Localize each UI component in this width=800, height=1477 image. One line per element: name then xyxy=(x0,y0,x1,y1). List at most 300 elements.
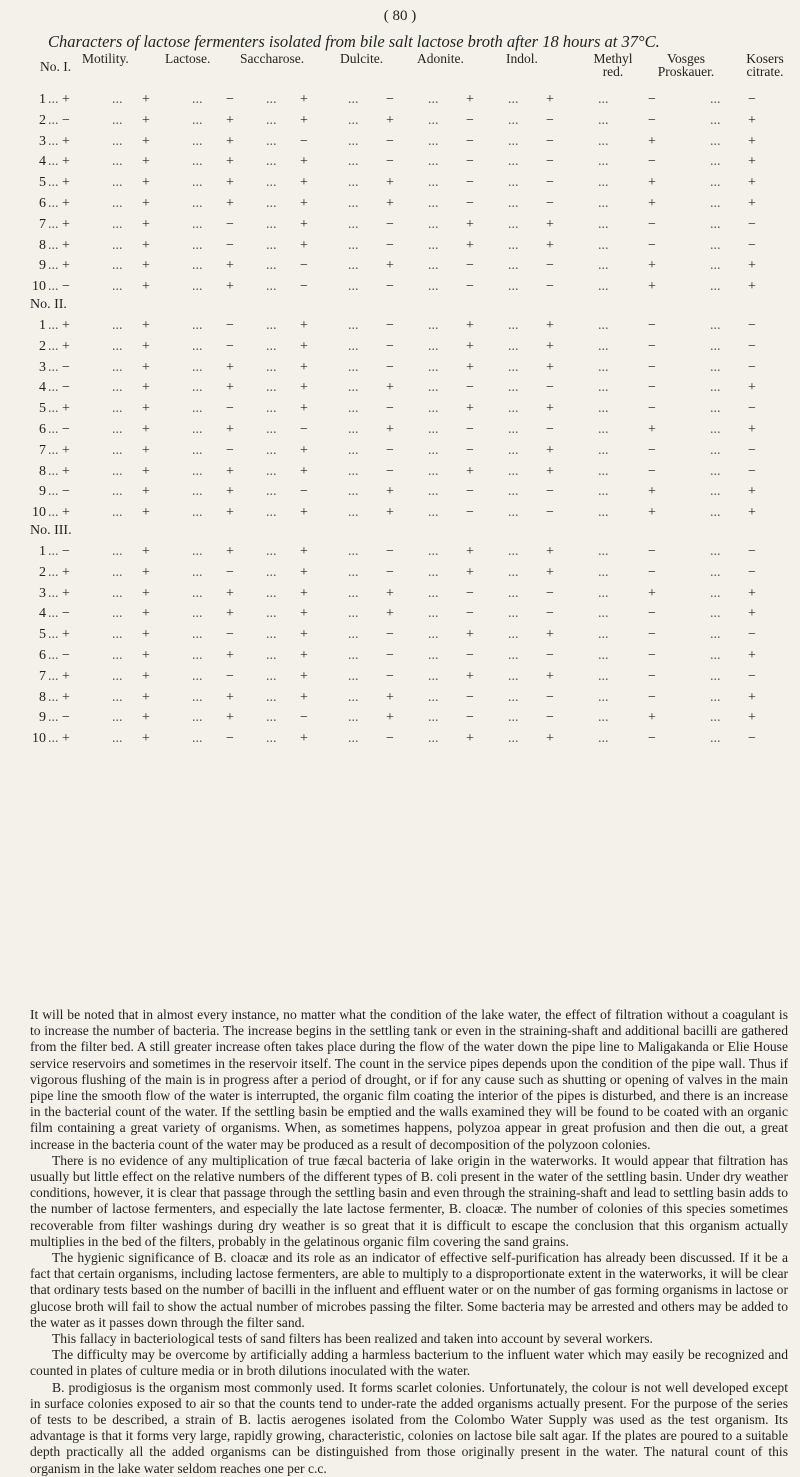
table-cell: − xyxy=(226,668,234,684)
table-cell: − xyxy=(386,627,394,643)
table-cell: + xyxy=(62,463,70,479)
paragraph: This fallacy in bacteriological tests of sand filters has been realized and taken into account by several workers. xyxy=(52,1331,653,1347)
table-cell: − xyxy=(386,216,394,232)
table-cell: − xyxy=(748,731,756,747)
table-row xyxy=(30,279,790,295)
dot-leader: ... xyxy=(710,154,721,170)
table-row xyxy=(30,565,790,581)
table-cell: + xyxy=(300,380,308,396)
table-cell: + xyxy=(386,710,394,726)
dot-leader: ... xyxy=(508,731,519,747)
table-cell: − xyxy=(546,648,554,663)
dot-leader: ... xyxy=(266,338,277,354)
dot-leader: ... xyxy=(348,544,359,559)
table-cell: − xyxy=(546,689,554,705)
dot-leader: ... xyxy=(192,505,203,521)
table-row xyxy=(30,648,790,664)
table-cell: + xyxy=(142,338,150,354)
table-cell: + xyxy=(142,112,150,128)
dot-leader: ... xyxy=(598,154,609,170)
paragraph: It will be noted that in almost every instance, no matter what the condition of the lake water, the effect of filtration without a coagulant is to increase the number of bacteria. The increase begins in the settling tank or even in the straining-shaft and additional bacilli are gathered from the filter bed. A still greater increase often takes place during the flow of the water down the pipe line to Maligakanda or Elie House service reservoirs and sometimes in the reservoir itself. The count in the service pipes depends upon the condition of the pipe wall. Thus if vigorous flushing of the main is in progress after a period of drought, or if for any cause such as shutting or opening of valves in the main pipe line the smooth flow of the water is interrupted, the organic film coating the interior of the pipes is disturbed, and there is an increase in the bacterial count of the water. If the settling basin be emptied and the walls examined they will be found to be coated with an organic film containing a great variety of organisms. When, as sometimes happens, polyzoa appear in great profusion and then die out, a great increase in the bacteria count of the water may be produced as a result of decomposition of the polyzoon colonies. xyxy=(30,1007,788,1152)
row-number: 1 xyxy=(39,544,46,559)
table-cell: + xyxy=(748,175,756,191)
table-cell: − xyxy=(466,154,474,170)
dot-leader: ... xyxy=(428,92,439,107)
table-cell: + xyxy=(386,175,394,191)
table-cell: − xyxy=(648,154,656,170)
dot-leader: ... xyxy=(192,359,203,375)
table-cell: + xyxy=(748,258,756,274)
table-cell: + xyxy=(142,237,150,253)
dot-leader: ... xyxy=(428,380,439,396)
dot-leader: ... xyxy=(192,258,203,274)
dot-leader: ... xyxy=(710,112,721,128)
table-row xyxy=(30,606,790,622)
dot-leader: ... xyxy=(710,564,721,580)
dot-leader: ... xyxy=(112,544,123,559)
dot-leader: ... xyxy=(710,196,721,211)
table-cell: + xyxy=(748,710,756,726)
table-cell: + xyxy=(142,380,150,396)
table-cell: + xyxy=(226,422,234,437)
dot-leader: ... xyxy=(48,175,59,191)
dot-leader: ... xyxy=(428,585,439,601)
table-cell: + xyxy=(466,92,474,107)
table-cell: − xyxy=(748,359,756,375)
dot-leader: ... xyxy=(48,154,59,170)
dot-leader: ... xyxy=(112,606,123,622)
table-cell: + xyxy=(748,585,756,601)
table-cell: + xyxy=(386,585,394,601)
table-cell: + xyxy=(466,338,474,354)
dot-leader: ... xyxy=(112,585,123,601)
dot-leader: ... xyxy=(598,112,609,128)
table-cell: − xyxy=(546,258,554,274)
table-row xyxy=(30,443,790,459)
table-cell: + xyxy=(300,237,308,253)
dot-leader: ... xyxy=(112,648,123,663)
dot-leader: ... xyxy=(428,463,439,479)
dot-leader: ... xyxy=(348,359,359,375)
dot-leader: ... xyxy=(508,258,519,274)
table-cell: + xyxy=(300,154,308,170)
table-cell: + xyxy=(300,689,308,705)
dot-leader: ... xyxy=(266,627,277,643)
table-cell: − xyxy=(226,401,234,417)
table-row xyxy=(30,238,790,254)
dot-leader: ... xyxy=(348,731,359,747)
dot-leader: ... xyxy=(710,380,721,396)
table-cell: − xyxy=(546,505,554,521)
dot-leader: ... xyxy=(266,112,277,128)
table-cell: − xyxy=(386,648,394,663)
table-row xyxy=(30,401,790,417)
table-cell: − xyxy=(386,279,394,295)
table-cell: − xyxy=(748,401,756,417)
table-cell: − xyxy=(648,689,656,705)
dot-leader: ... xyxy=(266,710,277,726)
dot-leader: ... xyxy=(112,731,123,747)
table-row xyxy=(30,318,790,334)
dot-leader: ... xyxy=(48,627,59,643)
dot-leader: ... xyxy=(428,401,439,417)
table-cell: + xyxy=(300,359,308,375)
row-number: 3 xyxy=(39,359,46,375)
table-row xyxy=(30,544,790,560)
table-cell: + xyxy=(386,258,394,274)
table-cell: + xyxy=(62,731,70,747)
table-cell: − xyxy=(300,710,308,726)
dot-leader: ... xyxy=(598,175,609,191)
table-row xyxy=(30,380,790,396)
dot-leader: ... xyxy=(710,258,721,274)
table-cell: + xyxy=(748,112,756,128)
row-number: 5 xyxy=(39,627,46,643)
table-cell: + xyxy=(648,505,656,521)
table-cell: − xyxy=(648,112,656,128)
row-number: 2 xyxy=(39,112,46,128)
dot-leader: ... xyxy=(112,338,123,354)
dot-leader: ... xyxy=(598,318,609,333)
table-cell: + xyxy=(142,359,150,375)
table-cell: + xyxy=(748,422,756,437)
table-cell: + xyxy=(386,484,394,500)
dot-leader: ... xyxy=(192,606,203,622)
table-cell: + xyxy=(386,689,394,705)
table-cell: − xyxy=(466,196,474,211)
table-cell: + xyxy=(142,92,150,107)
dot-leader: ... xyxy=(598,627,609,643)
table-cell: − xyxy=(386,92,394,107)
row-number: 7 xyxy=(39,216,46,232)
table-cell: + xyxy=(226,154,234,170)
dot-leader: ... xyxy=(598,237,609,253)
table-row xyxy=(30,710,790,726)
dot-leader: ... xyxy=(508,442,519,458)
table-cell: − xyxy=(466,380,474,396)
dot-leader: ... xyxy=(266,731,277,747)
dot-leader: ... xyxy=(266,648,277,663)
table-cell: + xyxy=(226,359,234,375)
table-cell: + xyxy=(142,689,150,705)
table-cell: + xyxy=(300,585,308,601)
table-cell: + xyxy=(226,175,234,191)
dot-leader: ... xyxy=(348,196,359,211)
dot-leader: ... xyxy=(598,585,609,601)
dot-leader: ... xyxy=(598,258,609,274)
table-cell: − xyxy=(748,237,756,253)
table-cell: + xyxy=(546,544,554,559)
table-cell: + xyxy=(466,359,474,375)
table-cell: + xyxy=(226,689,234,705)
dot-leader: ... xyxy=(598,648,609,663)
table-cell: − xyxy=(386,133,394,149)
table-cell: + xyxy=(386,112,394,128)
table-cell: − xyxy=(648,318,656,333)
dot-leader: ... xyxy=(428,422,439,437)
row-number: 10 xyxy=(32,731,46,747)
dot-leader: ... xyxy=(192,585,203,601)
dot-leader: ... xyxy=(508,422,519,437)
table-cell: + xyxy=(386,196,394,211)
dot-leader: ... xyxy=(508,133,519,149)
table-cell: − xyxy=(386,401,394,417)
dot-leader: ... xyxy=(710,731,721,747)
dot-leader: ... xyxy=(112,216,123,232)
table-cell: − xyxy=(226,627,234,643)
table-cell: + xyxy=(546,401,554,417)
table-cell: − xyxy=(386,154,394,170)
table-cell: − xyxy=(748,564,756,580)
dot-leader: ... xyxy=(710,133,721,149)
dot-leader: ... xyxy=(48,196,59,211)
dot-leader: ... xyxy=(348,710,359,726)
table-cell: + xyxy=(300,318,308,333)
row-number: 1 xyxy=(39,92,46,107)
table-cell: − xyxy=(748,668,756,684)
dot-leader: ... xyxy=(428,710,439,726)
dot-leader: ... xyxy=(710,668,721,684)
dot-leader: ... xyxy=(428,338,439,354)
table-cell: − xyxy=(466,279,474,295)
dot-leader: ... xyxy=(508,92,519,107)
dot-leader: ... xyxy=(112,154,123,170)
table-cell: − xyxy=(748,92,756,107)
dot-leader: ... xyxy=(348,133,359,149)
dot-leader: ... xyxy=(598,196,609,211)
dot-leader: ... xyxy=(348,422,359,437)
table-cell: − xyxy=(648,359,656,375)
dot-leader: ... xyxy=(348,279,359,295)
dot-leader: ... xyxy=(112,710,123,726)
dot-leader: ... xyxy=(598,401,609,417)
dot-leader: ... xyxy=(598,359,609,375)
row-number: 1 xyxy=(39,318,46,333)
table-cell: − xyxy=(386,463,394,479)
col-header-no: No. I. xyxy=(40,59,72,74)
table-cell: − xyxy=(62,279,70,295)
dot-leader: ... xyxy=(598,92,609,107)
table-cell: + xyxy=(300,544,308,559)
dot-leader: ... xyxy=(192,648,203,663)
table-cell: − xyxy=(62,606,70,622)
dot-leader: ... xyxy=(598,606,609,622)
dot-leader: ... xyxy=(48,279,59,295)
table-cell: + xyxy=(62,338,70,354)
dot-leader: ... xyxy=(266,154,277,170)
dot-leader: ... xyxy=(48,668,59,684)
table-cell: − xyxy=(648,564,656,580)
table-cell: − xyxy=(300,133,308,149)
dot-leader: ... xyxy=(428,505,439,521)
dot-leader: ... xyxy=(710,92,721,107)
table-cell: − xyxy=(648,338,656,354)
table-cell: + xyxy=(386,606,394,622)
dot-leader: ... xyxy=(112,484,123,500)
row-number: 6 xyxy=(39,648,46,663)
dot-leader: ... xyxy=(266,484,277,500)
table-cell: − xyxy=(62,710,70,726)
dot-leader: ... xyxy=(266,606,277,622)
table-row xyxy=(30,731,790,747)
dot-leader: ... xyxy=(428,606,439,622)
dot-leader: ... xyxy=(112,175,123,191)
dot-leader: ... xyxy=(266,237,277,253)
dot-leader: ... xyxy=(192,338,203,354)
table-row xyxy=(30,258,790,274)
table-cell: + xyxy=(300,731,308,747)
dot-leader: ... xyxy=(710,401,721,417)
table-cell: + xyxy=(142,627,150,643)
col-header-lactose: Lactose. xyxy=(165,51,211,66)
table-cell: − xyxy=(648,401,656,417)
dot-leader: ... xyxy=(428,564,439,580)
table-cell: − xyxy=(386,668,394,684)
dot-leader: ... xyxy=(710,606,721,622)
table-cell: + xyxy=(300,112,308,128)
table-cell: + xyxy=(62,689,70,705)
dot-leader: ... xyxy=(508,648,519,663)
table-cell: + xyxy=(648,484,656,500)
group-label: No. II. xyxy=(30,297,67,312)
dot-leader: ... xyxy=(508,196,519,211)
table-cell: + xyxy=(142,668,150,684)
dot-leader: ... xyxy=(710,318,721,333)
dot-leader: ... xyxy=(48,338,59,354)
row-number: 4 xyxy=(39,154,46,170)
dot-leader: ... xyxy=(508,585,519,601)
dot-leader: ... xyxy=(348,564,359,580)
dot-leader: ... xyxy=(266,422,277,437)
dot-leader: ... xyxy=(598,442,609,458)
table-cell: − xyxy=(62,380,70,396)
table-cell: + xyxy=(142,401,150,417)
table-cell: − xyxy=(648,544,656,559)
table-row xyxy=(30,360,790,376)
col-header-motility: Motility. xyxy=(82,51,129,66)
dot-leader: ... xyxy=(266,92,277,107)
dot-leader: ... xyxy=(48,710,59,726)
table-row xyxy=(30,196,790,212)
paragraph: There is no evidence of any multiplication of true fæcal bacteria of lake origin in the waterworks. It would appear that filtration has usually but little effect on the relative numbers of the different types of B. coli present in the water of the settling basin. Under dry weather conditions, however, it is clear that passage through the settling basin and even through the straining-shaft and lead to settling basin adds to the number of lactose fermenters, and especially the late lactose fermenter, B. cloacæ. The number of colonies of this species sometimes recoverable from filter washings during dry weather is so great that it is difficult to escape the conclusion that this organism actually multiplies in the bed of the filters, probably in the gelatinous organic film covering the sand grains. xyxy=(30,1152,788,1249)
table-cell: + xyxy=(62,585,70,601)
dot-leader: ... xyxy=(710,689,721,705)
dot-leader: ... xyxy=(710,505,721,521)
table-cell: − xyxy=(226,338,234,354)
table-cell: − xyxy=(226,216,234,232)
table-cell: − xyxy=(466,606,474,622)
table-cell: − xyxy=(546,196,554,211)
dot-leader: ... xyxy=(112,564,123,580)
table-cell: − xyxy=(648,668,656,684)
row-number: 2 xyxy=(39,338,46,354)
dot-leader: ... xyxy=(266,258,277,274)
dot-leader: ... xyxy=(598,133,609,149)
row-number: 6 xyxy=(39,196,46,211)
dot-leader: ... xyxy=(48,380,59,396)
page-number: ( 80 ) xyxy=(383,8,417,24)
table-cell: + xyxy=(466,668,474,684)
row-number: 9 xyxy=(39,710,46,726)
table-cell: + xyxy=(142,544,150,559)
row-number: 4 xyxy=(39,606,46,622)
table-row xyxy=(30,484,790,500)
table-cell: − xyxy=(386,442,394,458)
dot-leader: ... xyxy=(192,318,203,333)
dot-leader: ... xyxy=(112,505,123,521)
col-header-saccharose: Saccharose. xyxy=(240,51,305,66)
table-cell: − xyxy=(648,648,656,663)
row-number: 7 xyxy=(39,668,46,684)
table-cell: + xyxy=(226,463,234,479)
dot-leader: ... xyxy=(266,463,277,479)
dot-leader: ... xyxy=(48,442,59,458)
table-row xyxy=(30,217,790,233)
dot-leader: ... xyxy=(348,237,359,253)
col-header-vosges-proskauer: Vosges Proskauer. xyxy=(657,51,715,79)
dot-leader: ... xyxy=(428,689,439,705)
table-cell: + xyxy=(546,237,554,253)
table-cell: + xyxy=(142,463,150,479)
dot-leader: ... xyxy=(348,318,359,333)
table-cell: + xyxy=(300,401,308,417)
table-cell: + xyxy=(466,216,474,232)
table-cell: + xyxy=(142,710,150,726)
dot-leader: ... xyxy=(48,585,59,601)
dot-leader: ... xyxy=(192,484,203,500)
table-cell: + xyxy=(748,648,756,663)
dot-leader: ... xyxy=(112,422,123,437)
dot-leader: ... xyxy=(192,564,203,580)
table-cell: − xyxy=(546,112,554,128)
table-cell: + xyxy=(226,279,234,295)
dot-leader: ... xyxy=(192,196,203,211)
dot-leader: ... xyxy=(508,359,519,375)
table-cell: + xyxy=(142,133,150,149)
table-cell: + xyxy=(142,505,150,521)
table-cell: + xyxy=(62,258,70,274)
table-cell: − xyxy=(748,318,756,333)
row-number: 2 xyxy=(39,564,46,580)
dot-leader: ... xyxy=(428,112,439,128)
dot-leader: ... xyxy=(508,216,519,232)
dot-leader: ... xyxy=(48,92,59,107)
dot-leader: ... xyxy=(508,154,519,170)
dot-leader: ... xyxy=(710,422,721,437)
dot-leader: ... xyxy=(710,710,721,726)
dot-leader: ... xyxy=(710,216,721,232)
col-header-dulcite: Dulcite. xyxy=(340,51,384,66)
table-cell: + xyxy=(142,648,150,663)
dot-leader: ... xyxy=(710,585,721,601)
dot-leader: ... xyxy=(348,627,359,643)
table-cell: − xyxy=(226,318,234,333)
table-cell: + xyxy=(546,463,554,479)
row-number: 5 xyxy=(39,401,46,417)
table-cell: − xyxy=(386,338,394,354)
dot-leader: ... xyxy=(112,401,123,417)
table-cell: + xyxy=(748,606,756,622)
dot-leader: ... xyxy=(266,216,277,232)
table-cell: + xyxy=(648,258,656,274)
dot-leader: ... xyxy=(508,463,519,479)
dot-leader: ... xyxy=(710,484,721,500)
table-cell: + xyxy=(546,668,554,684)
table-row xyxy=(30,154,790,170)
dot-leader: ... xyxy=(348,606,359,622)
table-cell: − xyxy=(62,484,70,500)
table-cell: + xyxy=(300,564,308,580)
